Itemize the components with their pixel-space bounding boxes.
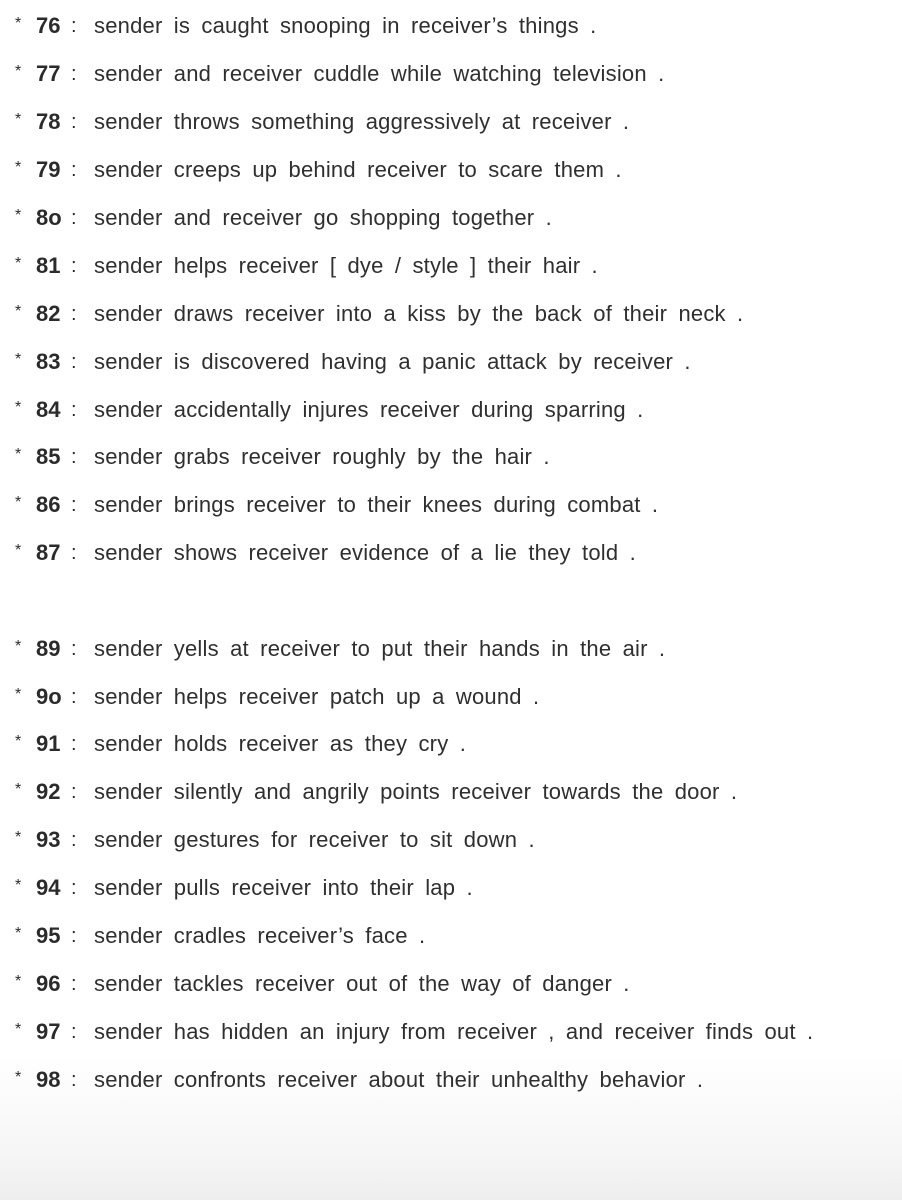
separator: :	[71, 972, 77, 995]
bullet-icon: *	[15, 351, 22, 368]
separator: :	[71, 637, 77, 660]
separator: :	[71, 110, 77, 133]
prompt-number: 95	[36, 923, 61, 948]
prompt-item	[0, 294, 902, 334]
separator: :	[71, 541, 77, 564]
prompt-item	[0, 6, 902, 46]
separator: :	[71, 828, 77, 851]
prompt-text: sender holds receiver as they cry .	[94, 731, 467, 756]
prompt-item	[0, 868, 902, 908]
prompt-text: sender shows receiver evidence of a lie they told .	[94, 540, 636, 565]
prompt-number: 94	[36, 875, 61, 900]
bullet-icon: *	[15, 15, 22, 32]
bullet-icon: *	[15, 1069, 22, 1086]
prompt-item	[0, 246, 902, 286]
prompt-item	[0, 533, 902, 573]
bullet-icon: *	[15, 829, 22, 846]
prompt-text: sender draws receiver into a kiss by the back of their neck .	[94, 301, 744, 326]
prompt-text: sender tackles receiver out of the way of danger .	[94, 971, 630, 996]
separator: :	[71, 14, 77, 37]
prompt-text: sender is caught snooping in receiver’s things .	[94, 13, 597, 38]
prompt-number: 96	[36, 971, 61, 996]
prompt-number: 97	[36, 1019, 61, 1044]
bullet-icon: *	[15, 877, 22, 894]
bullet-icon: *	[15, 63, 22, 80]
prompt-number: 98	[36, 1067, 61, 1092]
prompt-number: 77	[36, 61, 61, 86]
prompt-number: 82	[36, 301, 61, 326]
separator: :	[71, 398, 77, 421]
prompt-item	[0, 437, 902, 477]
prompt-text: sender helps receiver patch up a wound .	[94, 684, 540, 709]
prompt-number: 93	[36, 827, 61, 852]
prompt-text: sender gestures for receiver to sit down .	[94, 827, 535, 852]
prompt-text: sender brings receiver to their knees during combat .	[94, 492, 659, 517]
separator: :	[71, 62, 77, 85]
separator: :	[71, 732, 77, 755]
prompt-item	[0, 916, 902, 956]
bullet-icon: *	[15, 446, 22, 463]
prompt-number: 84	[36, 397, 61, 422]
prompt-text: sender creeps up behind receiver to scare them .	[94, 157, 622, 182]
separator: :	[71, 924, 77, 947]
separator: :	[71, 685, 77, 708]
prompt-text: sender silently and angrily points receiver towards the door .	[94, 779, 738, 804]
bullet-icon: *	[15, 399, 22, 416]
prompt-number: 76	[36, 13, 61, 38]
prompt-number: 81	[36, 253, 61, 278]
prompt-number: 92	[36, 779, 61, 804]
prompt-text: sender throws something aggressively at receiver .	[94, 109, 630, 134]
prompt-item	[0, 772, 902, 812]
prompt-number: 89	[36, 636, 61, 661]
prompt-item	[0, 390, 902, 430]
prompt-number: 87	[36, 540, 61, 565]
prompt-text: sender has hidden an injury from receiver , and receiver finds out .	[94, 1019, 814, 1044]
prompt-text: sender cradles receiver’s face .	[94, 923, 426, 948]
prompt-number: 86	[36, 492, 61, 517]
bullet-icon: *	[15, 781, 22, 798]
bullet-icon: *	[15, 973, 22, 990]
prompt-text: sender accidentally injures receiver during sparring .	[94, 397, 644, 422]
separator: :	[71, 1068, 77, 1091]
bullet-icon: *	[15, 1021, 22, 1038]
bullet-icon: *	[15, 111, 22, 128]
separator: :	[71, 158, 77, 181]
prompt-number: 83	[36, 349, 61, 374]
prompt-item	[0, 677, 902, 717]
prompt-text: sender and receiver cuddle while watching television .	[94, 61, 665, 86]
prompt-text: sender and receiver go shopping together .	[94, 205, 552, 230]
bullet-icon: *	[15, 638, 22, 655]
bullet-icon: *	[15, 925, 22, 942]
prompt-text: sender helps receiver [ dye / style ] their hair .	[94, 253, 598, 278]
prompt-text: sender grabs receiver roughly by the hair .	[94, 444, 550, 469]
prompt-item	[0, 964, 902, 1004]
prompt-item	[0, 1060, 902, 1100]
prompt-item	[0, 724, 902, 764]
prompt-number: 85	[36, 444, 61, 469]
separator: :	[71, 445, 77, 468]
prompt-item	[0, 1012, 902, 1052]
bullet-icon: *	[15, 686, 22, 703]
prompt-item	[0, 820, 902, 860]
bullet-icon: *	[15, 303, 22, 320]
prompt-number: 79	[36, 157, 61, 182]
bullet-icon: *	[15, 542, 22, 559]
prompt-item	[0, 102, 902, 142]
separator: :	[71, 302, 77, 325]
bullet-icon: *	[15, 733, 22, 750]
prompt-text: sender confronts receiver about their unhealthy behavior .	[94, 1067, 704, 1092]
bullet-icon: *	[15, 494, 22, 511]
prompt-text: sender pulls receiver into their lap .	[94, 875, 473, 900]
prompt-item	[0, 198, 902, 238]
prompt-number: 9o	[36, 684, 62, 709]
prompt-number: 78	[36, 109, 61, 134]
prompt-item	[0, 54, 902, 94]
prompt-number: 91	[36, 731, 61, 756]
bullet-icon: *	[15, 207, 22, 224]
separator: :	[71, 876, 77, 899]
separator: :	[71, 1020, 77, 1043]
prompt-item	[0, 150, 902, 190]
separator: :	[71, 350, 77, 373]
separator: :	[71, 780, 77, 803]
separator: :	[71, 493, 77, 516]
bullet-icon: *	[15, 255, 22, 272]
bullet-icon: *	[15, 159, 22, 176]
separator: :	[71, 254, 77, 277]
prompt-number: 8o	[36, 205, 62, 230]
prompt-item	[0, 342, 902, 382]
prompt-text: sender yells at receiver to put their hands in the air .	[94, 636, 666, 661]
prompt-item	[0, 485, 902, 525]
separator: :	[71, 206, 77, 229]
prompt-item	[0, 629, 902, 669]
prompt-text: sender is discovered having a panic attack by receiver .	[94, 349, 691, 374]
